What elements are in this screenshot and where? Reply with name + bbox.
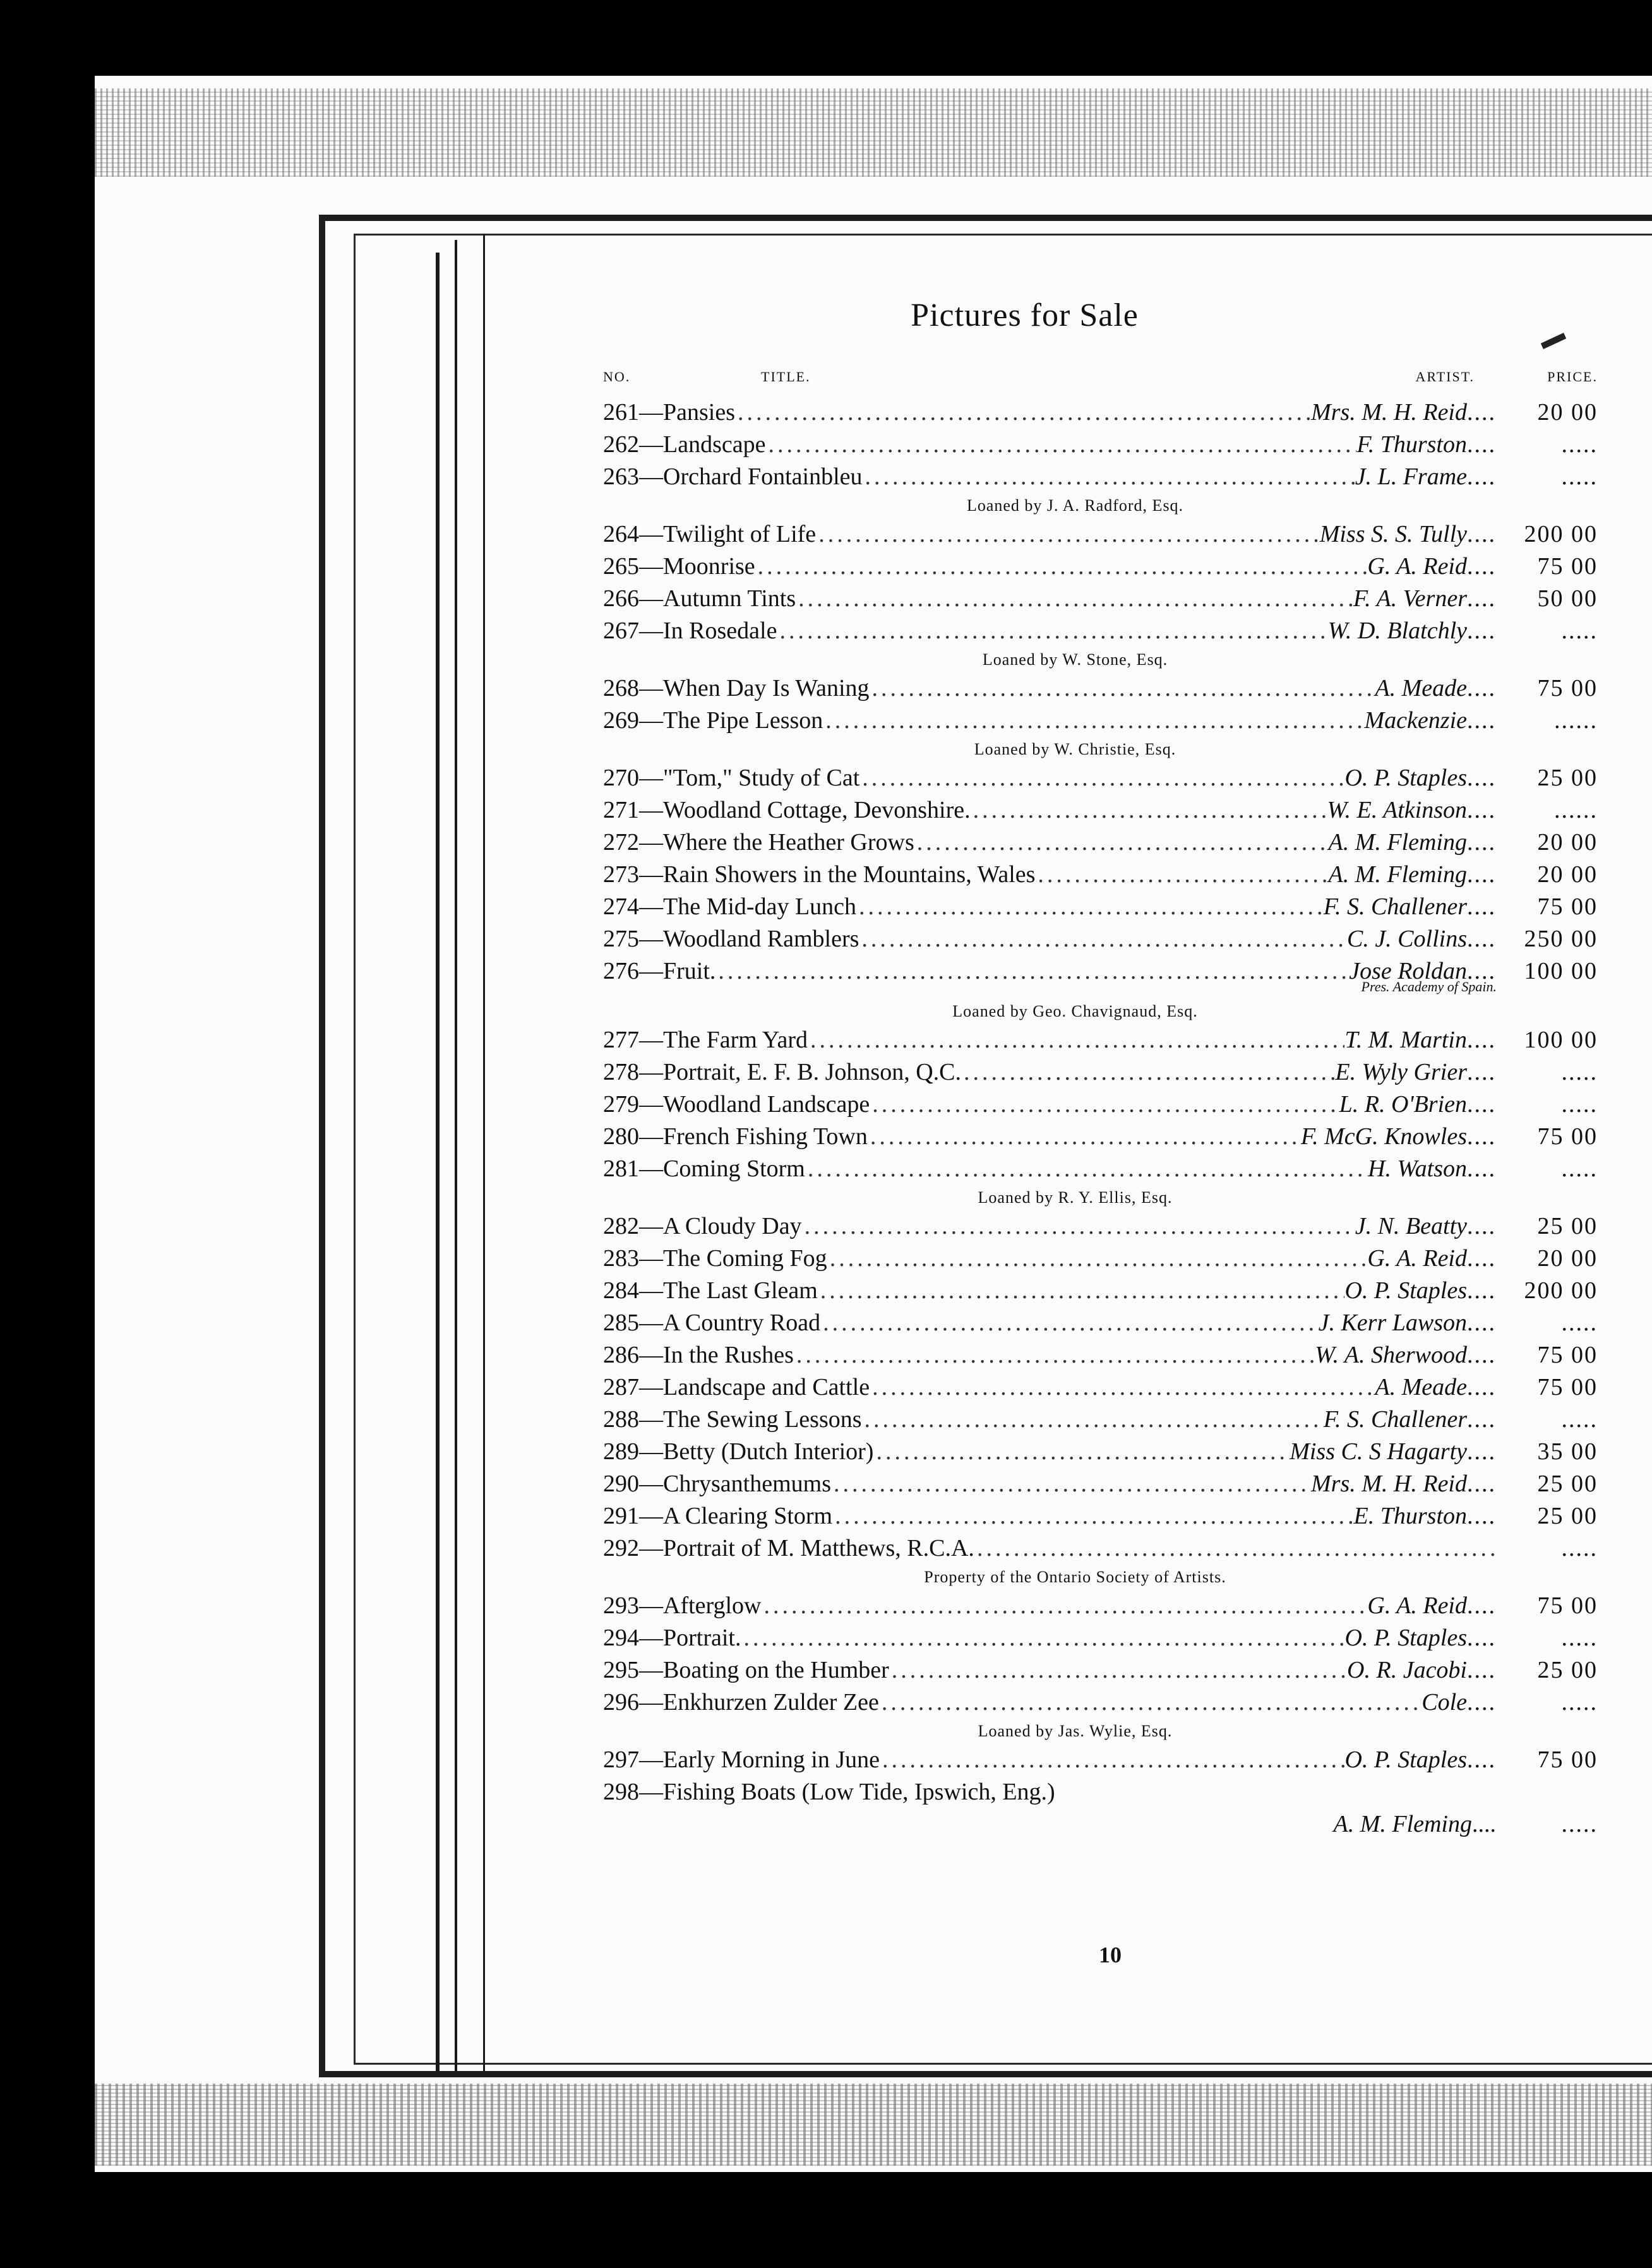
entry-price: 25 00 — [1537, 1503, 1598, 1529]
leader-dots — [796, 583, 1353, 615]
leader-dots — [961, 1056, 1335, 1089]
lender-note: Loaned by J. A. Radford, Esq. — [966, 496, 1184, 515]
leader-dots — [856, 891, 1324, 923]
entry-main — [603, 1210, 1500, 1243]
entry-title: 293—Afterglow — [603, 1592, 762, 1619]
entry-title: 279—Woodland Landscape — [603, 1091, 870, 1118]
entry-title: 262—Landscape — [603, 431, 766, 458]
page-title: Pictures for Sale — [911, 297, 1139, 333]
entry-artist: C. J. Collins .... — [1347, 923, 1500, 955]
leader-dots — [805, 1153, 1368, 1185]
entry-main — [603, 1243, 1500, 1275]
list-item — [603, 1243, 1598, 1275]
entry-artist: O. P. Staples .... — [1344, 1622, 1500, 1654]
price-list — [603, 297, 1598, 1841]
entry-artist: F. S. Challener .... — [1324, 891, 1500, 923]
entry-price: 75 00 — [1537, 893, 1598, 920]
entry-title: 271—Woodland Cottage, Devonshire. — [603, 797, 971, 823]
entry-artist: Miss C. S Hagarty .... — [1290, 1436, 1500, 1468]
list-item — [603, 615, 1598, 647]
entry-price: ..... — [1561, 1406, 1598, 1433]
entry-artist: F. Thurston .... — [1356, 429, 1500, 461]
entry-price: 20 00 — [1537, 399, 1598, 426]
leader-dots — [818, 1275, 1345, 1307]
lender-note: Loaned by Jas. Wylie, Esq. — [978, 1722, 1173, 1740]
entry-title: 298—Fishing Boats (Low Tide, Ipswich, Eng.) — [603, 1779, 1055, 1805]
entry-main — [603, 583, 1500, 615]
leader-dots — [889, 1654, 1347, 1686]
scan-edge-bottom — [95, 2084, 1652, 2166]
entry-artist: H. Watson .... — [1368, 1153, 1500, 1185]
leader-dots — [802, 1210, 1355, 1243]
entry-price: 200 00 — [1524, 1277, 1598, 1304]
list-item — [603, 429, 1598, 461]
entry-artist: O. P. Staples .... — [1344, 762, 1500, 794]
scan-edge-top — [95, 88, 1652, 177]
frame-rule-left — [436, 253, 440, 2071]
list-item — [603, 1210, 1598, 1243]
entry-artist: A. M. Fleming .... — [603, 1808, 1500, 1841]
entry-title: 263—Orchard Fontainbleu — [603, 463, 863, 490]
entry-price: 75 00 — [1537, 1342, 1598, 1368]
column-header-price: PRICE. — [1547, 369, 1598, 385]
entry-main — [603, 672, 1500, 705]
entry-main — [603, 859, 1500, 891]
entry-main — [603, 518, 1500, 551]
entry-title: 273—Rain Showers in the Mountains, Wales — [603, 861, 1036, 888]
entry-artist: J. N. Beatty .... — [1355, 1210, 1500, 1243]
entry-main — [603, 1686, 1500, 1719]
list-item — [603, 1275, 1598, 1307]
entry-price: ..... — [1561, 618, 1598, 644]
page-number: 10 — [1099, 1942, 1122, 1967]
entry-title: 295—Boating on the Humber — [603, 1657, 889, 1683]
entry-price: 250 00 — [1524, 926, 1598, 952]
entry-artist: L. R. O'Brien .... — [1339, 1089, 1500, 1121]
leader-dots — [870, 672, 1375, 705]
entry-artist: O. P. Staples .... — [1344, 1275, 1500, 1307]
entry-title: 264—Twilight of Life — [603, 521, 817, 547]
entry-price: 20 00 — [1537, 1245, 1598, 1272]
entry-title: 288—The Sewing Lessons — [603, 1406, 862, 1433]
lender-note: Loaned by W. Stone, Esq. — [982, 650, 1168, 669]
list-item — [603, 1153, 1598, 1185]
entry-title: 274—The Mid-day Lunch — [603, 893, 857, 920]
leader-dots — [859, 923, 1347, 955]
entry-artist: A. M. Fleming .... — [1328, 827, 1500, 859]
leader-dots — [735, 397, 1311, 429]
artist-subnote: Pres. Academy of Spain. — [1361, 979, 1497, 994]
entry-price: 75 00 — [1537, 1592, 1598, 1619]
entry-main — [603, 1275, 1500, 1307]
entry-price: 75 00 — [1537, 1123, 1598, 1150]
entry-price: 200 00 — [1524, 521, 1598, 547]
entry-main — [603, 1056, 1500, 1089]
leader-dots — [863, 461, 1355, 493]
list-item — [603, 1056, 1598, 1089]
entry-artist: Mrs. M. H. Reid .... — [1311, 1468, 1500, 1500]
entry-main — [603, 1121, 1500, 1153]
entry-artist: W. D. Blatchly .... — [1328, 615, 1500, 647]
entry-price: 75 00 — [1537, 1374, 1598, 1400]
list-item — [603, 1404, 1598, 1436]
entry-price: ..... — [1561, 1535, 1598, 1561]
list-item — [603, 1622, 1598, 1654]
entry-title: 277—The Farm Yard — [603, 1027, 808, 1053]
entry-price: 20 00 — [1537, 861, 1598, 888]
entry-price: ..... — [1561, 1625, 1598, 1651]
leader-dots — [755, 551, 1368, 583]
column-header-no: NO. — [603, 369, 631, 385]
entry-main — [603, 827, 1500, 859]
leader-dots — [880, 1744, 1344, 1776]
leader-dots — [808, 1024, 1344, 1056]
entry-main — [603, 923, 1500, 955]
leader-dots — [741, 1622, 1344, 1654]
list-item-continuation — [603, 1808, 1598, 1841]
entry-artist: F. A. Verner .... — [1353, 583, 1500, 615]
leader-dots — [816, 518, 1320, 551]
entry-title: 265—Moonrise — [603, 553, 755, 580]
entry-artist: Miss S. S. Tully .... — [1320, 518, 1500, 551]
entry-price: ..... — [1561, 1091, 1598, 1118]
list-item — [603, 891, 1598, 923]
entry-main — [603, 1307, 1500, 1339]
entry-main — [603, 1436, 1500, 1468]
list-item — [603, 923, 1598, 955]
entry-main — [603, 1590, 1500, 1622]
leader-dots — [879, 1686, 1422, 1719]
entry-title: 275—Woodland Ramblers — [603, 926, 859, 952]
entry-main — [603, 1339, 1500, 1371]
entry-price: ..... — [1561, 1059, 1598, 1085]
leader-dots — [715, 955, 1349, 988]
list-item — [603, 1371, 1598, 1404]
list-item — [603, 705, 1598, 737]
entry-title: 285—A Country Road — [603, 1310, 821, 1336]
entry-price: ..... — [1561, 1155, 1598, 1182]
list-item — [603, 1339, 1598, 1371]
list-item — [603, 762, 1598, 794]
entry-title: 282—A Cloudy Day — [603, 1213, 802, 1239]
leader-dots — [971, 794, 1327, 827]
entry-artist: G. A. Reid .... — [1367, 551, 1500, 583]
column-headers — [603, 369, 1598, 397]
entry-price: 75 00 — [1537, 675, 1598, 701]
column-header-title: TITLE. — [761, 369, 811, 385]
entry-list — [603, 397, 1598, 1841]
frame-rule-left-3 — [483, 234, 485, 2071]
entry-title: 276—Fruit. — [603, 958, 716, 984]
entry-price: 100 00 — [1524, 1027, 1598, 1053]
list-item — [603, 1307, 1598, 1339]
entry-main — [603, 551, 1500, 583]
entry-title: 278—Portrait, E. F. B. Johnson, Q.C. — [603, 1059, 961, 1085]
list-item — [603, 1436, 1598, 1468]
entry-main — [603, 891, 1500, 923]
entry-price: ...... — [1554, 797, 1598, 823]
entry-price: ..... — [1561, 463, 1598, 490]
entry-artist: O. R. Jacobi .... — [1347, 1654, 1500, 1686]
entry-title: 284—The Last Gleam — [603, 1277, 818, 1304]
entry-title: 297—Early Morning in June — [603, 1746, 880, 1773]
entry-title: 283—The Coming Fog — [603, 1245, 827, 1272]
entry-artist: Cole .... — [1422, 1686, 1500, 1719]
list-item — [603, 1590, 1598, 1622]
lender-note: Loaned by Geo. Chavignaud, Esq. — [952, 1002, 1198, 1020]
entry-price: 25 00 — [1537, 1471, 1598, 1497]
entry-artist: O. P. Staples .... — [1344, 1744, 1500, 1776]
leader-dots — [820, 1307, 1318, 1339]
leader-dots — [777, 615, 1327, 647]
leader-dots — [974, 1532, 1500, 1565]
leader-dots — [870, 1089, 1339, 1121]
leader-dots — [794, 1339, 1315, 1371]
entry-artist: G. A. Reid .... — [1367, 1590, 1500, 1622]
entry-artist: Mackenzie .... — [1365, 705, 1500, 737]
list-item — [603, 1468, 1598, 1500]
leader-dots — [831, 1468, 1311, 1500]
leader-dots — [1035, 859, 1328, 891]
list-item — [603, 583, 1598, 615]
leader-dots — [765, 429, 1356, 461]
leader-dots — [868, 1121, 1301, 1153]
leader-dots — [870, 1371, 1375, 1404]
entry-main — [603, 397, 1500, 429]
list-item — [603, 518, 1598, 551]
entry-artist: Jose Roldan .... — [1349, 955, 1500, 988]
frame-rule-left-2 — [455, 240, 457, 2071]
leader-dots — [914, 827, 1329, 859]
list-item — [603, 1532, 1598, 1565]
entry-title: 296—Enkhurzen Zulder Zee — [603, 1689, 879, 1716]
entry-main — [603, 1532, 1500, 1565]
entry-main — [603, 762, 1500, 794]
entry-artist: J. L. Frame .... — [1355, 461, 1500, 493]
column-header-artist: ARTIST. — [1415, 369, 1475, 385]
entry-price: ..... — [1561, 1689, 1598, 1716]
entry-title: 287—Landscape and Cattle — [603, 1374, 870, 1400]
entry-main — [603, 461, 1500, 493]
entry-price: 50 00 — [1537, 585, 1598, 612]
entry-main — [603, 1089, 1500, 1121]
entry-price: 20 00 — [1537, 829, 1598, 856]
list-item — [603, 672, 1598, 705]
entry-main — [603, 1622, 1500, 1654]
entry-title: 290—Chrysanthemums — [603, 1471, 831, 1497]
entry-artist: F. S. Challener .... — [1324, 1404, 1500, 1436]
entry-main — [603, 705, 1500, 737]
list-item — [603, 1686, 1598, 1719]
entry-main — [603, 1500, 1500, 1532]
entry-title: 280—French Fishing Town — [603, 1123, 868, 1150]
entry-main — [603, 1371, 1500, 1404]
entry-title: 292—Portrait of M. Matthews, R.C.A. — [603, 1535, 974, 1561]
leader-dots — [762, 1590, 1368, 1622]
entry-title: 269—The Pipe Lesson — [603, 707, 823, 734]
entry-title: 294—Portrait. — [603, 1625, 741, 1651]
list-item — [603, 1744, 1598, 1776]
leader-dots — [823, 705, 1364, 737]
entry-price: 25 00 — [1537, 1657, 1598, 1683]
list-item — [603, 827, 1598, 859]
entry-artist: W. A. Sherwood .... — [1315, 1339, 1500, 1371]
entry-artist: E. Wyly Grier .... — [1335, 1056, 1500, 1089]
lender-note: Loaned by R. Y. Ellis, Esq. — [978, 1188, 1173, 1207]
list-item — [603, 461, 1598, 493]
list-item — [603, 1089, 1598, 1121]
entry-main — [603, 1654, 1500, 1686]
entry-title: 281—Coming Storm — [603, 1155, 805, 1182]
entry-main — [603, 429, 1500, 461]
list-item — [603, 1500, 1598, 1532]
entry-price: ..... — [1561, 431, 1598, 458]
entry-main — [603, 1153, 1500, 1185]
entry-main — [603, 615, 1500, 647]
entry-title: 291—A Clearing Storm — [603, 1503, 833, 1529]
list-item — [603, 794, 1598, 827]
entry-price: 100 00 — [1524, 958, 1598, 984]
entry-title: 268—When Day Is Waning — [603, 675, 870, 701]
entry-title: 270—"Tom," Study of Cat — [603, 765, 860, 791]
entry-artist: A. Meade .... — [1375, 1371, 1500, 1404]
leader-dots — [827, 1243, 1368, 1275]
entry-title: 272—Where the Heather Grows — [603, 829, 914, 856]
list-item — [603, 397, 1598, 429]
leader-dots — [873, 1436, 1290, 1468]
entry-price: 75 00 — [1537, 553, 1598, 580]
list-item — [603, 1121, 1598, 1153]
entry-title: 286—In the Rushes — [603, 1342, 794, 1368]
entry-artist: E. Thurston .... — [1354, 1500, 1500, 1532]
entry-price: 75 00 — [1537, 1746, 1598, 1773]
entry-price: 25 00 — [1537, 1213, 1598, 1239]
list-item — [603, 1024, 1598, 1056]
entry-artist: J. Kerr Lawson .... — [1319, 1307, 1500, 1339]
entry-artist: F. McG. Knowles .... — [1301, 1121, 1500, 1153]
entry-price: ...... — [1554, 707, 1598, 734]
entry-title: 261—Pansies — [603, 399, 735, 426]
entry-main — [603, 794, 1500, 827]
lender-note: Loaned by W. Christie, Esq. — [974, 740, 1176, 758]
entry-main — [603, 1024, 1500, 1056]
list-item — [603, 551, 1598, 583]
entry-price: 25 00 — [1537, 765, 1598, 791]
leader-dots — [862, 1404, 1324, 1436]
entry-artist: G. A. Reid .... — [1367, 1243, 1500, 1275]
entry-artist: W. E. Atkinson .... — [1327, 794, 1500, 827]
list-item — [603, 859, 1598, 891]
list-item — [603, 1776, 1598, 1808]
entry-price: ..... — [1561, 1811, 1598, 1837]
entry-artist: A. M. Fleming .... — [1328, 859, 1500, 891]
entry-price: ..... — [1561, 1310, 1598, 1336]
entry-title: 266—Autumn Tints — [603, 585, 796, 612]
entry-title: 289—Betty (Dutch Interior) — [603, 1438, 874, 1465]
leader-dots — [832, 1500, 1353, 1532]
entry-title: 267—In Rosedale — [603, 618, 777, 644]
entry-artist: Mrs. M. H. Reid .... — [1311, 397, 1500, 429]
entry-main — [603, 1468, 1500, 1500]
entry-artist: T. M. Martin .... — [1344, 1024, 1500, 1056]
lender-note: Property of the Ontario Society of Artists. — [924, 1568, 1226, 1586]
leader-dots — [859, 762, 1344, 794]
entry-artist: A. Meade .... — [1375, 672, 1500, 705]
entry-main — [603, 1404, 1500, 1436]
entry-price: 35 00 — [1537, 1438, 1598, 1465]
entry-main — [603, 1744, 1500, 1776]
list-item — [603, 1654, 1598, 1686]
